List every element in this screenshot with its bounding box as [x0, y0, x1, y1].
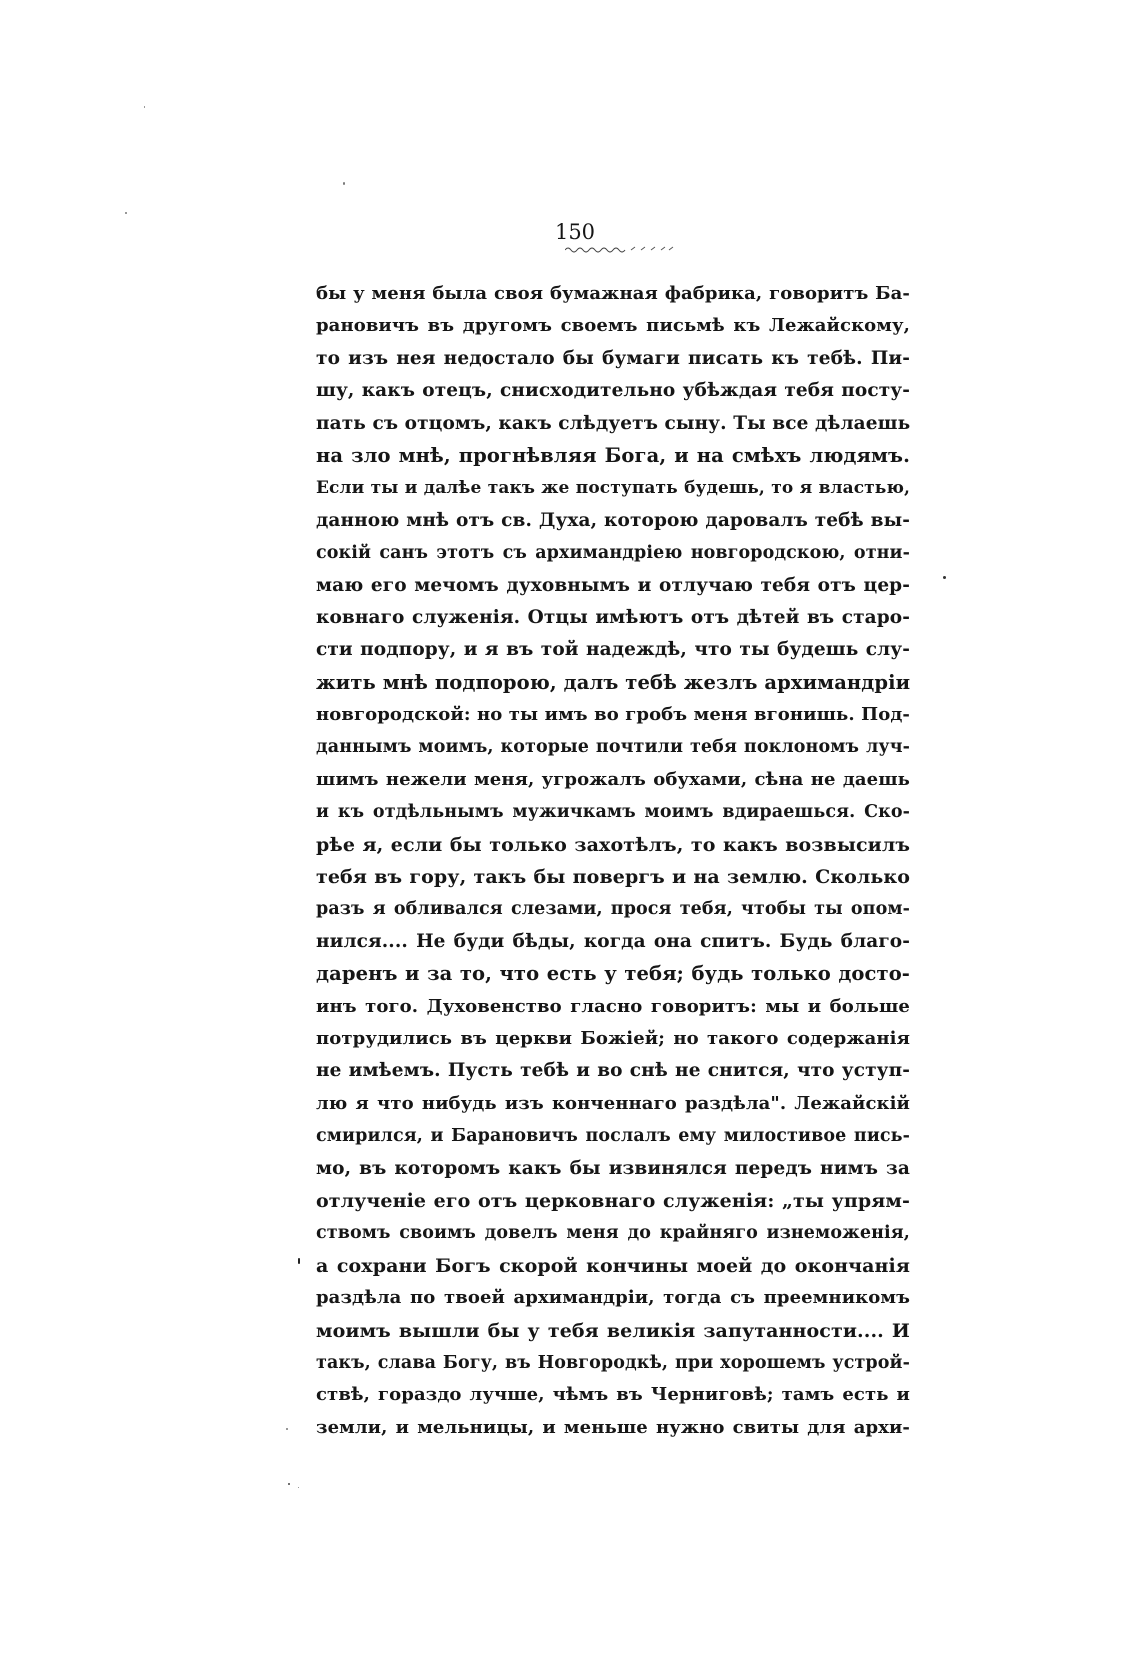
text-line: потрудились въ церкви Божіей; но такого содержанія	[316, 1027, 910, 1049]
scan-speck	[288, 1483, 290, 1485]
body-text	[316, 278, 910, 1444]
page-number-ornament	[565, 244, 675, 254]
text-line: рѣе я, если бы только захотѣлъ, то какъ возвысилъ	[316, 833, 910, 856]
text-line: такъ, слава Богу, въ Новгородкѣ, при хорошемъ устрой-	[316, 1352, 910, 1373]
text-line: тебя въ гору, такъ бы повергъ и на землю. Сколько	[316, 866, 910, 889]
text-line: отлученіе его отъ церковнаго служенія: „ты упрям-	[316, 1189, 910, 1212]
text-line: и къ отдѣльнымъ мужичкамъ моимъ вдираешься. Ско-	[316, 802, 910, 823]
text-line: лю я что нибудь изъ конченнаго раздѣла". Лежайскій	[316, 1092, 910, 1114]
text-line: жить мнѣ подпорою, далъ тебѣ жезлъ архимандріи	[316, 670, 911, 694]
text-line: маю его мечомъ духовнымъ и отлучаю тебя отъ цер-	[316, 574, 910, 596]
text-line: на зло мнѣ, прогнѣвляя Бога, и на смѣхъ людямъ.	[316, 443, 910, 467]
text-line: шу, какъ отецъ, снисходительно убѣждая тебя посту-	[316, 380, 910, 402]
text-line: даренъ и за то, что есть у тебя; будь только досто-	[316, 962, 910, 986]
text-line: нился.... Не буди бѣды, когда она спитъ. Будь благо-	[316, 930, 910, 952]
scan-speck	[125, 212, 127, 214]
text-line: то изъ нея недостало бы бумаги писать къ тебѣ. Пи-	[316, 347, 910, 369]
text-line: данною мнѣ отъ св. Духа, которою даровалъ тебѣ вы-	[316, 509, 910, 531]
text-line: ствѣ, гораздо лучше, чѣмъ въ Черниговѣ; тамъ есть и	[316, 1384, 910, 1406]
text-line: не имѣемъ. Пусть тебѣ и во снѣ не снится, что уступ-	[316, 1060, 910, 1082]
text-line: бы у меня была своя бумажная фабрика, говоритъ Ба-	[316, 283, 910, 304]
scan-speck	[144, 106, 145, 108]
text-line: даннымъ моимъ, которые почтили тебя поклономъ луч-	[316, 737, 910, 758]
text-line: шимъ нежели меня, угрожалъ обухами, сѣна не даешь	[316, 768, 910, 790]
page-number: 150	[554, 220, 596, 244]
text-line: смирился, и Барановичъ послалъ ему милостивое пись-	[316, 1126, 910, 1147]
text-line: Если ты и далѣе такъ же поступать будешь, то я властью,	[316, 478, 910, 499]
text-line: пать съ отцомъ, какъ слѣдуетъ сыну. Ты все дѣлаешь	[316, 412, 911, 434]
text-line: земли, и мельницы, и меньше нужно свиты для архи-	[316, 1416, 910, 1438]
scan-speck	[343, 182, 345, 185]
text-line: ствомъ своимъ довелъ меня до крайняго изнеможенія,	[316, 1223, 910, 1244]
text-line: мо, въ которомъ какъ бы извинялся передъ нимъ за	[316, 1157, 910, 1179]
text-line: моимъ вышли бы у тебя великія запутанности.... И	[316, 1319, 910, 1342]
scan-speck	[943, 576, 946, 579]
text-line: сокій санъ этотъ съ архимандріею новгородскою, отни-	[316, 543, 910, 564]
scan-speck	[298, 1258, 300, 1264]
text-line: ковнаго служенія. Отцы имѣютъ отъ дѣтей въ старо-	[316, 606, 910, 628]
text-line: сти подпору, и я въ той надеждѣ, что ты будешь слу-	[316, 639, 910, 661]
text-line: раздѣла по твоей архимандріи, тогда съ преемникомъ	[316, 1287, 910, 1309]
text-line: рановичъ въ другомъ своемъ письмѣ къ Лежайскому,	[316, 315, 910, 337]
text-line: разъ я обливался слезами, прося тебя, чтобы ты опом-	[316, 899, 910, 920]
scan-speck	[286, 1428, 288, 1430]
text-line: а сохрани Богъ скорой кончины моей до окончанія	[316, 1254, 910, 1277]
scan-speck	[298, 1487, 299, 1488]
text-line: новгородской: но ты имъ во гробъ меня вгонишь. Под-	[316, 704, 910, 726]
text-line: инъ того. Духовенство гласно говоритъ: мы и больше	[316, 995, 910, 1017]
